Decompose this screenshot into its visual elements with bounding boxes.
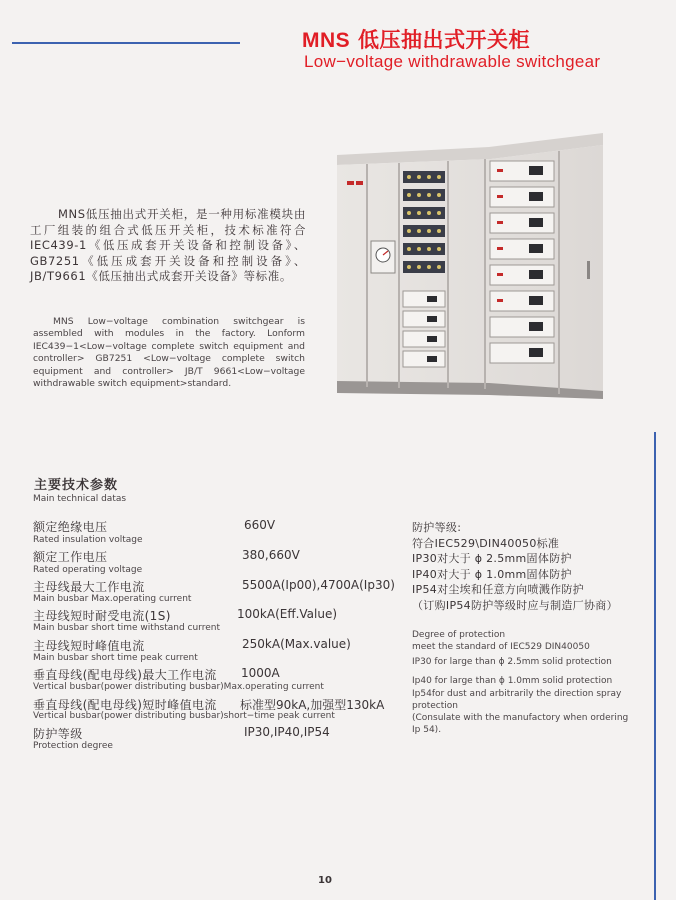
spec-label-cn: 额定工作电压 [33, 550, 108, 564]
spec-value: 250kA(Max.value) [242, 637, 351, 651]
protection-line-en: Degree of protection [412, 630, 506, 640]
protection-line-cn: 防护等级: [412, 521, 462, 534]
title-cn-text: 低压抽出式开关柜 [357, 28, 530, 52]
spec-value: 5500A(Ip00),4700A(Ip30) [242, 578, 395, 592]
spec-label-cn: 垂直母线(配电母线)最大工作电流 [33, 668, 217, 682]
protection-line-cn: IP30对大于 ɸ 2.5mm固体防护 [412, 552, 572, 565]
spec-label-en: Main busbar Max.operating current [33, 594, 192, 604]
spec-value: 1000A [241, 666, 280, 680]
spec-value: IP30,IP40,IP54 [244, 725, 330, 739]
spec-label-cn: 主母线短时峰值电流 [33, 639, 145, 653]
protection-line-cn: 符合IEC529\DIN40050标准 [412, 537, 560, 550]
protection-line-en: Ip 54). [412, 725, 442, 735]
protection-line-cn: （订购IP54防护等级时应与制造厂协商） [412, 599, 618, 612]
spec-label-cn: 垂直母线(配电母线)短时峰值电流 [33, 698, 217, 712]
protection-line-en: meet the standard of IEC529 DIN40050 [412, 642, 590, 652]
spec-label-cn: 额定绝缘电压 [33, 520, 108, 534]
page-number: 10 [318, 875, 332, 886]
protection-line-en: Ip54for dust and arbitrarily the direction spray [412, 689, 622, 699]
specs-heading-en: Main technical datas [33, 494, 127, 504]
spec-label-en: Vertical busbar(power distributing busbar)short−time peak current [33, 711, 335, 721]
switchgear-cabinet-photo [337, 131, 606, 401]
protection-line-en: (Consulate with the manufactory when ordering [412, 713, 629, 723]
intro-paragraph-cn: MNS低压抽出式开关柜，是一种用标准模块由工厂组装的组合式低压开关柜，技术标准符合 IEC439-1《低压成套开关设备和控制设备》、 GB7251《低压成套开关设备和控制设备》、JB/T9661《低压抽出式成套开关设备》等标准。 [30, 207, 306, 283]
protection-line-cn: IP54对尘埃和任意方向喷溅作防护 [412, 583, 584, 596]
protection-line-cn: IP40对大于 ɸ 1.0mm固体防护 [412, 568, 572, 581]
top-left-blue-rule [12, 42, 240, 44]
specs-heading-cn: 主要技术参数 [34, 478, 119, 493]
intro-paragraph-en: MNS Low−voltage combination switchgear is assembled with modules in the factory. Lonform IEC439−1<Low−voltage complete switch equipment and controller> GB7251 <Low−voltage complete switch equipment and controller> JB/T 9661<Low−voltage withdrawable switch equipment>standard. [33, 316, 305, 390]
spec-label-en: Protection degree [33, 741, 113, 751]
title-prefix: MNS [302, 29, 351, 52]
right-blue-rule [654, 432, 656, 900]
spec-label-cn: 主母线短时耐受电流(1S) [33, 609, 171, 623]
spec-label-cn: 防护等级 [33, 727, 83, 741]
spec-value: 380,660V [242, 548, 300, 562]
protection-line-en: protection [412, 701, 458, 711]
spec-label-en: Rated operating voltage [33, 565, 143, 575]
spec-label-en: Main busbar short time peak current [33, 653, 198, 663]
spec-value: 100kA(Eff.Value) [237, 607, 338, 621]
page-title [302, 24, 530, 54]
spec-label-cn: 主母线最大工作电流 [33, 580, 145, 594]
spec-label-en: Vertical busbar(power distributing busbar)Max.operating current [33, 682, 324, 692]
spec-label-en: Rated insulation voltage [33, 535, 143, 545]
page-subtitle-en: Low−voltage withdrawable switchgear [304, 52, 601, 71]
spec-label-en: Main busbar short time withstand current [33, 623, 220, 633]
spec-value: 660V [244, 518, 276, 532]
protection-line-en: IP30 for large than ɸ 2.5mm solid protection [412, 657, 612, 667]
protection-line-en: Ip40 for large than ɸ 1.0mm solid protection [412, 676, 613, 686]
spec-value: 标准型90kA,加强型130kA [240, 698, 385, 712]
